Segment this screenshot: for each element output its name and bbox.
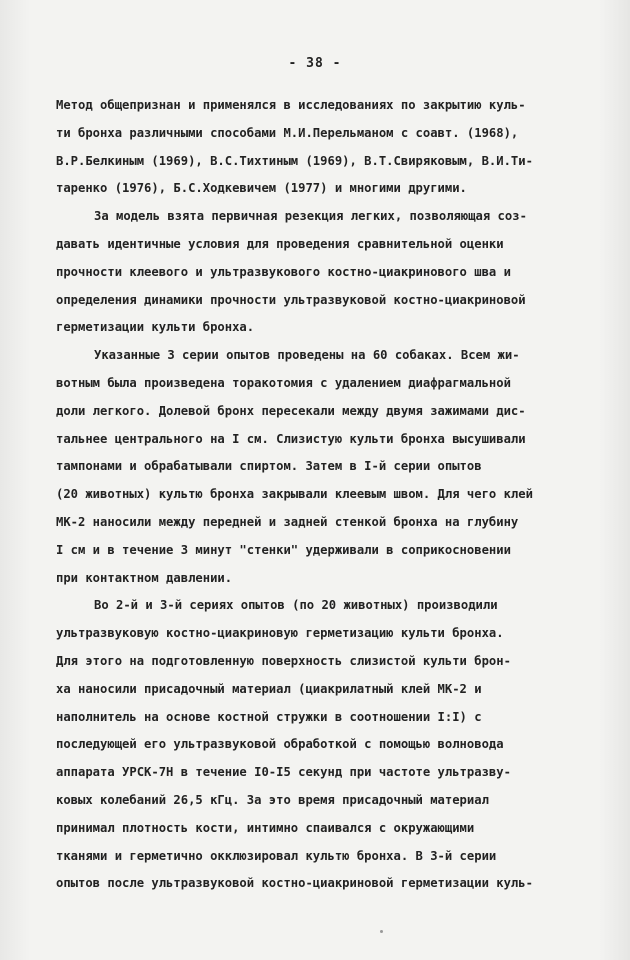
- text-line: доли легкого. Долевой бронх пересекали между двумя зажимами дис-: [56, 403, 526, 418]
- text-line: ковых колебаний 26,5 кГц. За это время присадочный материал: [56, 792, 489, 807]
- text-line: тампонами и обрабатывали спиртом. Затем в I-й серии опытов: [56, 459, 482, 474]
- scan-speck: [380, 930, 383, 933]
- page-number: - 38 -: [288, 56, 342, 71]
- text-line: тканями и герметично окклюзировал культю бронха. В 3-й серии: [56, 848, 497, 863]
- body-text: [56, 92, 604, 898]
- text-line: принимал плотность кости, интимно спаивался с окружающими: [56, 820, 475, 835]
- text-line: ха наносили присадочный материал (циакрилатный клей МК-2 и: [56, 681, 482, 696]
- text-line: ти бронха различными способами М.И.Перельманом с соавт. (1968),: [56, 125, 519, 140]
- text-line: герметизации культи бронха.: [56, 320, 255, 335]
- text-line: МК-2 наносили между передней и задней стенкой бронха на глубину: [56, 514, 519, 529]
- text-line: вотным была произведена торакотомия с удалением диафрагмальной: [56, 375, 511, 390]
- text-line: I см и в течение 3 минут "стенки" удерживали в соприкосновении: [56, 542, 511, 557]
- text-line: таренко (1976), Б.С.Ходкевичем (1977) и многими другими.: [56, 181, 467, 196]
- text-line: наполнитель на основе костной стружки в соотношении I:I) с: [56, 709, 482, 724]
- text-line: прочности клеевого и ультразвукового костно-циакринового шва и: [56, 264, 511, 279]
- text-line: Во 2-й и 3-й сериях опытов (по 20 животных) производили: [94, 598, 498, 613]
- text-line: За модель взята первичная резекция легких, позволяющая соз-: [94, 209, 527, 224]
- text-line: последующей его ультразвуковой обработкой с помощью волновода: [56, 737, 504, 752]
- text-line: ультразвуковую костно-циакриновую герметизацию культи бронха.: [56, 626, 504, 641]
- text-line: Указанные 3 серии опытов проведены на 60 собаках. Всем жи-: [94, 348, 520, 363]
- text-line: опытов после ультразвуковой костно-циакриновой герметизации куль-: [56, 876, 533, 891]
- text-line: (20 животных) культю бронха закрывали клеевым швом. Для чего клей: [56, 487, 533, 502]
- text-line: определения динамики прочности ультразвуковой костно-циакриновой: [56, 292, 526, 307]
- text-line: Для этого на подготовленную поверхность слизистой культи брон-: [56, 653, 511, 668]
- text-line: при контактном давлении.: [56, 570, 233, 585]
- text-line: Метод общепризнан и применялся в исследованиях по закрытию куль-: [56, 98, 526, 112]
- text-line: давать идентичные условия для проведения сравнительной оценки: [56, 236, 504, 251]
- text-line: В.Р.Белкиным (1969), В.С.Тихтиным (1969), В.Т.Свиряковым, В.И.Ти-: [56, 153, 533, 168]
- text-line: тальнее центрального на I см. Слизистую культи бронха высушивали: [56, 431, 526, 446]
- text-line: аппарата УРСК-7Н в течение I0-I5 секунд при частоте ультразву-: [56, 765, 511, 780]
